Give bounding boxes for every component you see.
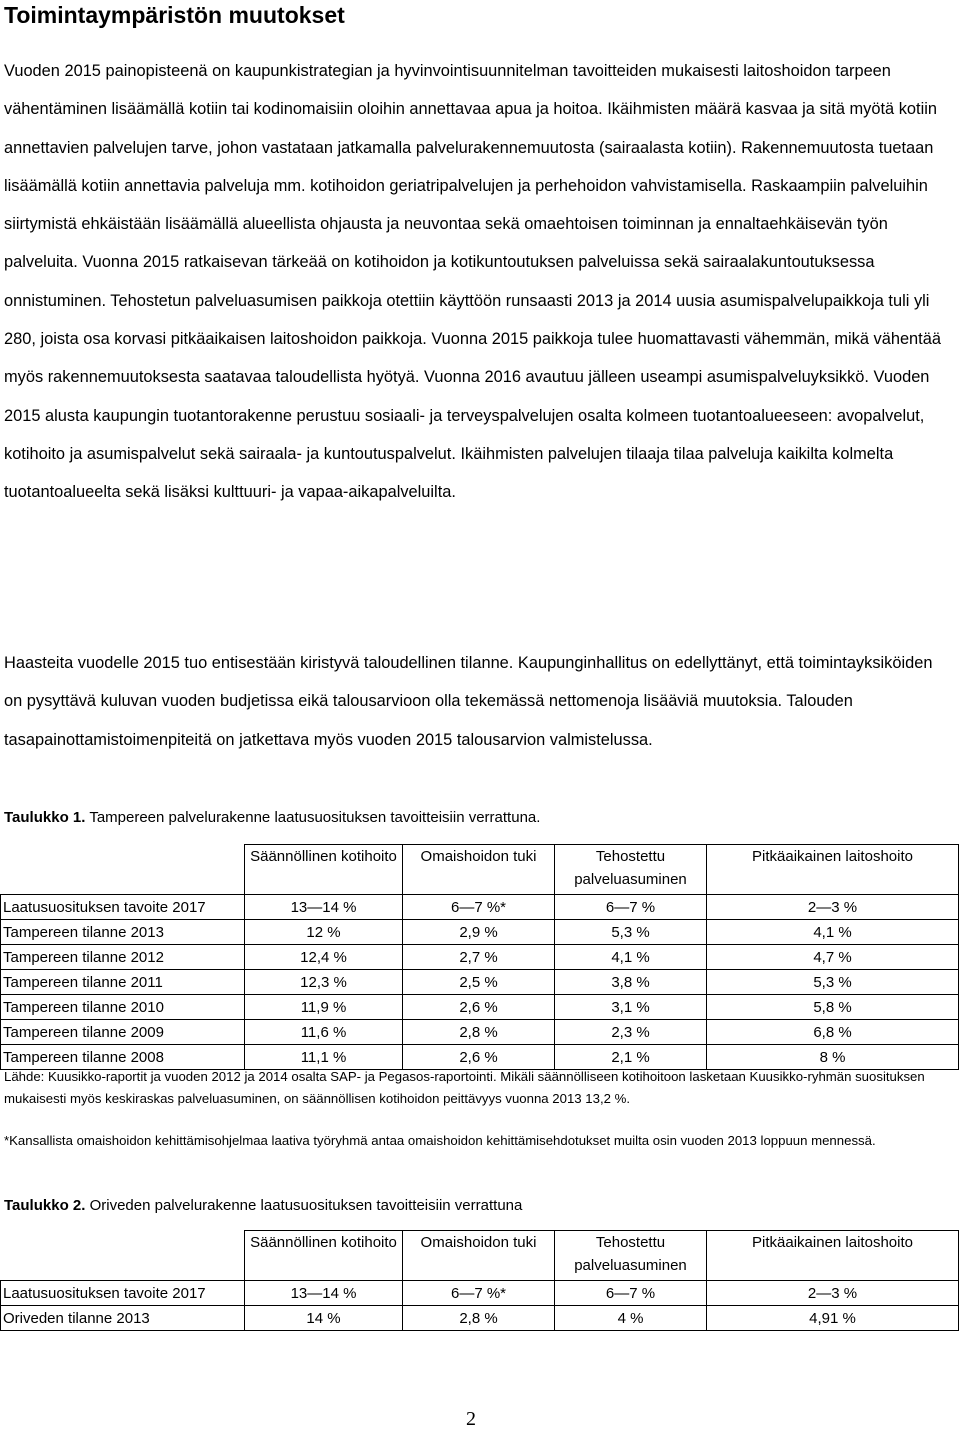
row-label: Tampereen tilanne 2010	[1, 995, 245, 1020]
table-row	[1, 920, 959, 945]
table-row	[1, 1281, 959, 1306]
table-cell: 2,1 %	[555, 1045, 707, 1070]
table-cell: 2,7 %	[403, 945, 555, 970]
table-cell: 4,91 %	[707, 1306, 959, 1331]
table-cell: 4,1 %	[707, 920, 959, 945]
table-cell: 8 %	[707, 1045, 959, 1070]
table-cell: 13—14 %	[245, 895, 403, 920]
table-cell: 5,8 %	[707, 995, 959, 1020]
table-cell: 6—7 %	[555, 1281, 707, 1306]
table-cell: 5,3 %	[707, 970, 959, 995]
table-cell: 12 %	[245, 920, 403, 945]
row-label: Tampereen tilanne 2013	[1, 920, 245, 945]
table-row	[1, 945, 959, 970]
table-cell: 5,3 %	[555, 920, 707, 945]
table-cell: 2,6 %	[403, 1045, 555, 1070]
row-label: Tampereen tilanne 2011	[1, 970, 245, 995]
table-cell: 3,8 %	[555, 970, 707, 995]
table-cell: 3,1 %	[555, 995, 707, 1020]
table1-header: Tehostettu palveluasuminen	[555, 845, 707, 895]
table-cell: 2,3 %	[555, 1020, 707, 1045]
table1-header: Omaishoidon tuki	[403, 845, 555, 895]
table-cell: 2,6 %	[403, 995, 555, 1020]
page-number: 2	[466, 1408, 476, 1430]
table-cell: 2,8 %	[403, 1020, 555, 1045]
table-cell: 2—3 %	[707, 1281, 959, 1306]
table-row	[1, 895, 959, 920]
row-label: Laatusuosituksen tavoite 2017	[1, 895, 245, 920]
intro-paragraph: Vuoden 2015 painopisteenä on kaupunkistrategian ja hyvinvointisuunnitelman tavoitteiden mukaisesti laitoshoidon tarpeen vähentäminen lisäämällä kotiin tai kodinomaisiin oloihin annettavaa apua ja hoitoa. Ikäihmisten määrä kasvaa ja sitä myötä kotiin annettavien palvelujen tarve, johon vastataan jatkamalla palvelurakennemuutosta (sairaalasta kotiin). Rakennemuutosta tuetaan lisäämällä kotiin annettavia palveluja mm. kotihoidon geriatripalvelujen ja perhehoidon vahvistamisella. Raskaampiin palveluihin siirtymistä ehkäistään lisäämällä alueellista ohjausta ja neuvontaa sekä omaehtoisen toiminnan ja ennaltaehkäisevän työn palveluita. Vuonna 2015 ratkaisevan tärkeää on kotihoidon ja kotikuntoutuksen palveluissa sekä sairaalakuntoutuksessa onnistuminen. Tehostetun palveluasumisen paikkoja otettiin käyttöön runsaasti 2013 ja 2014 uusia asumispalvelupaikkoja tuli yli 280, joista osa korvasi pitkäaikaisen laitoshoidon paikkoja. Vuonna 2015 paikkoja tulee huomattavasti vähemmän, mikä vähentää myös rakennemuutoksesta saatavaa taloudellista hyötyä. Vuonna 2016 avautuu jälleen useampi asumispalveluyksikkö. Vuoden 2015 alusta kaupungin tuotantorakenne perustuu sosiaali- ja terveyspalvelujen osalta kolmeen tuotantoalueeseen: avopalvelut, kotihoito ja asumispalvelut sekä sairaala- ja kuntoutuspalvelut. Ikäihmisten palvelujen tilaaja tilaa palveluja kaikilta kolmelta tuotantoalueelta sekä lisäksi kulttuuri- ja vapaa-aikapalveluilta.	[4, 62, 941, 502]
table-cell: 12,3 %	[245, 970, 403, 995]
table2-header: Pitkäaikainen laitoshoito	[707, 1231, 959, 1281]
row-label: Oriveden tilanne 2013	[1, 1306, 245, 1331]
table-row	[1, 1020, 959, 1045]
table-cell: 6—7 %*	[403, 1281, 555, 1306]
row-label: Tampereen tilanne 2008	[1, 1045, 245, 1070]
row-label: Tampereen tilanne 2012	[1, 945, 245, 970]
page-title: Toimintaympäristön muutokset	[4, 2, 345, 28]
table-cell: 11,1 %	[245, 1045, 403, 1070]
table2-header: Säännöllinen kotihoito	[245, 1231, 403, 1281]
table-row	[1, 1306, 959, 1331]
table1-header-row	[1, 845, 959, 895]
table2-header-row	[1, 1231, 959, 1281]
table2-caption-text: Oriveden palvelurakenne laatusuosituksen tavoitteisiin verrattuna	[85, 1197, 523, 1214]
table-cell: 2,8 %	[403, 1306, 555, 1331]
table-cell: 2—3 %	[707, 895, 959, 920]
table1-header: Säännöllinen kotihoito	[245, 845, 403, 895]
table2-header: Tehostettu palveluasuminen	[555, 1231, 707, 1281]
table-cell: 4 %	[555, 1306, 707, 1331]
table1-footnote: *Kansallista omaishoidon kehittämisohjelmaa laativa työryhmä antaa omaishoidon kehittämisehdotukset muilta osin vuoden 2013 loppuun mennessä.	[4, 1133, 876, 1148]
row-label: Laatusuosituksen tavoite 2017	[1, 1281, 245, 1306]
table1	[0, 844, 959, 1070]
table-cell: 11,9 %	[245, 995, 403, 1020]
table-cell: 2,9 %	[403, 920, 555, 945]
table-cell: 11,6 %	[245, 1020, 403, 1045]
table-row	[1, 970, 959, 995]
table-row	[1, 995, 959, 1020]
table1-corner-cell	[1, 845, 245, 895]
row-label: Tampereen tilanne 2009	[1, 1020, 245, 1045]
table2-corner-cell	[1, 1231, 245, 1281]
table-cell: 6—7 %	[555, 895, 707, 920]
table-cell: 6,8 %	[707, 1020, 959, 1045]
table2-caption-label: Taulukko 2.	[4, 1197, 86, 1214]
table2	[0, 1230, 959, 1331]
table1-caption	[4, 809, 540, 827]
table-cell: 2,5 %	[403, 970, 555, 995]
table1-caption-text: Tampereen palvelurakenne laatusuosituksen tavoitteisiin verrattuna.	[85, 809, 541, 826]
table1-header: Pitkäaikainen laitoshoito	[707, 845, 959, 895]
table-cell: 4,1 %	[555, 945, 707, 970]
table1-caption-label: Taulukko 1.	[4, 809, 86, 826]
challenges-paragraph: Haasteita vuodelle 2015 tuo entisestään kiristyvä taloudellinen tilanne. Kaupunginhallitus on edellyttänyt, että toimintayksiköiden on pysyttävä kuluvan vuoden budjetissa eikä talousarvioon olla tekemässä nettomenoja lisääviä muutoksia. Talouden tasapainottamistoimenpiteitä on jatkettava myös vuoden 2015 talousarvion valmistelussa.	[4, 654, 933, 749]
table-cell: 6—7 %*	[403, 895, 555, 920]
table1-source-note: Lähde: Kuusikko-raportit ja vuoden 2012 ja 2014 osalta SAP- ja Pegasos-raportointi. Mikäli säännölliseen kotihoitoon lasketaan Kuusikko-ryhmän suosituksen mukaisesti myös keskiraskas palveluasuminen, on säännöllisen kotihoidon peittävyys vuonna 2013 13,2 %.	[4, 1069, 925, 1106]
table-cell: 13—14 %	[245, 1281, 403, 1306]
table-cell: 4,7 %	[707, 945, 959, 970]
table-cell: 14 %	[245, 1306, 403, 1331]
table2-header: Omaishoidon tuki	[403, 1231, 555, 1281]
table-cell: 12,4 %	[245, 945, 403, 970]
table2-caption	[4, 1197, 522, 1215]
